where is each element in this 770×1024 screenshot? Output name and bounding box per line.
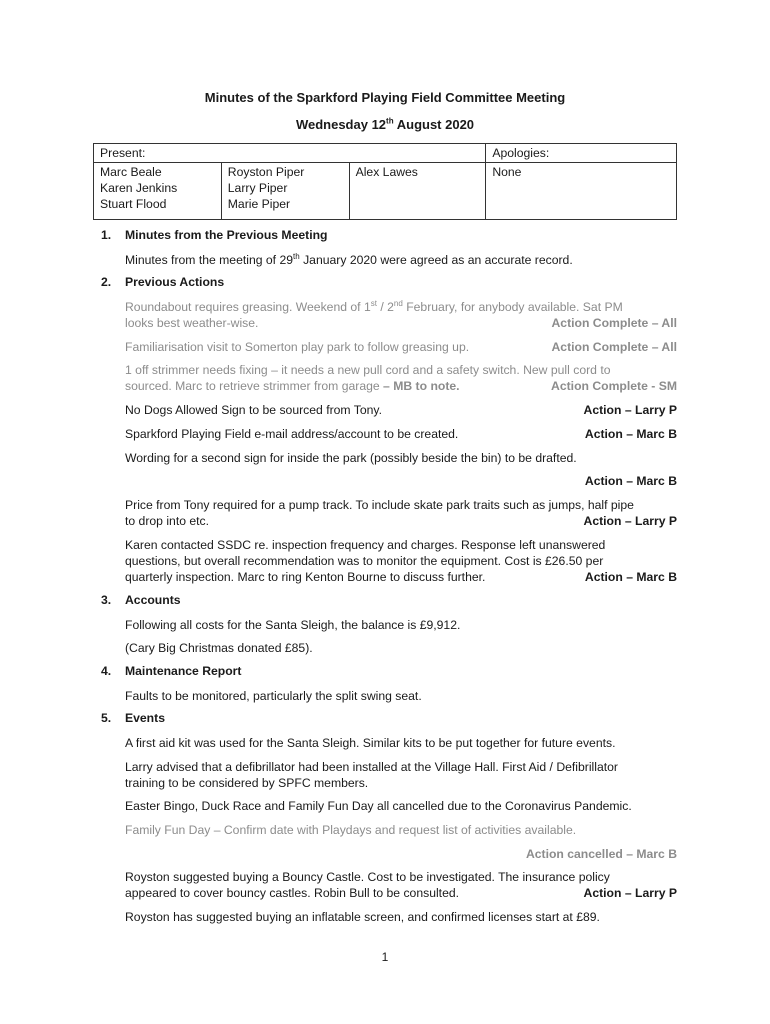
present-column-1: [94, 163, 222, 220]
accounts-balance: Following all costs for the Santa Sleigh, the balance is £9,912.: [125, 618, 461, 632]
action-status: Action cancelled – Marc B: [525, 847, 677, 861]
section-heading-5: [101, 711, 165, 725]
action-status: Action Complete – All: [551, 316, 677, 330]
action-line: Karen contacted SSDC re. inspection frequency and charges. Response left unanswered: [125, 538, 606, 552]
action-line: [125, 513, 677, 529]
event-line: [125, 885, 677, 901]
action-status: Action – Larry P: [583, 514, 677, 528]
text-span: Sparkford Playing Field e-mail address/account to be created.: [125, 427, 459, 441]
action-line: questions, but overall recommendation was to monitor the equipment. Cost is £26.50 per: [125, 554, 604, 568]
section-number: 1.: [101, 228, 112, 242]
action-status: Action – Larry P: [583, 403, 677, 417]
date-text-rest: August 2020: [393, 117, 475, 132]
section-title: Minutes from the Previous Meeting: [125, 228, 328, 242]
action-item-inspection: [125, 537, 677, 585]
action-status: Action – Marc B: [584, 427, 677, 441]
event-line: training to be considered by SPFC members.: [125, 776, 369, 790]
action-line: 1 off strimmer needs fixing – it needs a new pull cord and a safety switch. New pull cord to: [125, 363, 611, 377]
section-number: 5.: [101, 711, 112, 725]
text-span: quarterly inspection. Marc to ring Kenton Bourne to discuss further.: [125, 570, 486, 584]
present-label: Present:: [94, 144, 486, 163]
text-span: Familiarisation visit to Somerton play park to follow greasing up.: [125, 340, 470, 354]
text-span: February, for anybody available. Sat PM: [402, 300, 623, 314]
section-number: 3.: [101, 593, 112, 607]
ordinal: th: [293, 251, 300, 261]
text-span: appeared to cover bouncy castles. Robin Bull to be consulted.: [125, 886, 460, 900]
document-title: Minutes of the Sparkford Playing Field Committee Meeting: [204, 90, 566, 105]
text-span: – MB to note.: [383, 379, 460, 393]
action-item-dogs-sign: [125, 402, 677, 418]
present-column-2: [221, 163, 349, 220]
section-heading-3: [101, 593, 181, 607]
text-span: / 2: [376, 300, 394, 314]
present-column-3: [349, 163, 486, 220]
section-number: 4.: [101, 664, 112, 678]
date-text: Wednesday 12: [295, 117, 387, 132]
meeting-date: [0, 117, 770, 132]
attendee-name: Karen Jenkins: [100, 181, 178, 195]
ordinal: st: [370, 298, 377, 308]
attendee-name: Stuart Flood: [100, 197, 167, 211]
section-heading-2: [101, 275, 224, 289]
date-ordinal: th: [386, 116, 394, 126]
section-title: Maintenance Report: [125, 664, 242, 678]
action-item-email: [125, 426, 677, 442]
action-item-second-sign: Wording for a second sign for inside the park (possibly beside the bin) to be drafted.: [125, 451, 577, 465]
attendee-name: Larry Piper: [227, 181, 288, 195]
action-line: [125, 569, 677, 585]
event-bouncy-castle: [125, 869, 677, 901]
attendee-name: Alex Lawes: [355, 165, 418, 179]
text-span: Minutes from the meeting of 29: [125, 253, 294, 267]
event-line: Larry advised that a defibrillator had been installed at the Village Hall. First Aid / Defibrillator: [125, 760, 618, 774]
event-defibrillator: [125, 759, 677, 791]
section-title: Events: [125, 711, 165, 725]
maintenance-note: Faults to be monitored, particularly the split swing seat.: [125, 689, 422, 703]
apology-name: None: [492, 165, 522, 179]
text-span: to drop into etc.: [125, 514, 210, 528]
attendance-table: [93, 143, 677, 220]
action-item-strimmer: [125, 362, 677, 394]
text-span: No Dogs Allowed Sign to be sourced from Tony.: [125, 403, 382, 417]
section-heading-4: [101, 664, 241, 678]
page-number: 1: [381, 950, 389, 964]
section-heading-1: [101, 228, 327, 242]
attendee-name: Marc Beale: [100, 165, 162, 179]
text-span: Roundabout requires greasing. Weekend of 1: [125, 300, 371, 314]
attendee-name: Royston Piper: [227, 165, 305, 179]
section-title: Previous Actions: [125, 275, 225, 289]
action-line: [125, 315, 677, 331]
apologies-label: Apologies:: [486, 144, 677, 163]
text-span: January 2020 were agreed as an accurate record.: [299, 253, 573, 267]
action-line: [125, 378, 677, 394]
accounts-donation: (Cary Big Christmas donated £85).: [125, 641, 313, 655]
event-inflatable-screen: Royston has suggested buying an inflatable screen, and confirmed licenses start at £89.: [125, 910, 600, 924]
action-item-pump-track: [125, 497, 677, 529]
action-status: Action – Larry P: [583, 886, 677, 900]
action-line: [125, 299, 677, 315]
action-status: Action – Marc B: [584, 474, 677, 488]
action-status: Action Complete – All: [551, 340, 677, 354]
action-status: Action Complete - SM: [551, 379, 677, 393]
action-line: Price from Tony required for a pump track. To include skate park traits such as jumps, half pipe: [125, 498, 634, 512]
event-fun-day: Family Fun Day – Confirm date with Playdays and request list of activities available.: [125, 823, 577, 837]
text-span: sourced. Marc to retrieve strimmer from garage: [125, 379, 384, 393]
section-number: 2.: [101, 275, 112, 289]
action-status: Action – Marc B: [584, 570, 677, 584]
apologies-column: [486, 163, 677, 220]
text-span: looks best weather-wise.: [125, 316, 259, 330]
event-line: Royston suggested buying a Bouncy Castle. Cost to be investigated. The insurance policy: [125, 870, 610, 884]
attendee-name: Marie Piper: [227, 197, 291, 211]
event-cancellations: Easter Bingo, Duck Race and Family Fun Day all cancelled due to the Coronavirus Pandemic.: [125, 799, 632, 813]
event-first-aid: A first aid kit was used for the Santa Sleigh. Similar kits to be put together for future events.: [125, 736, 616, 750]
ordinal: nd: [393, 298, 403, 308]
previous-minutes-text: [125, 252, 677, 268]
action-item-familiarisation: [125, 339, 677, 355]
action-item-roundabout: [125, 299, 677, 331]
section-title: Accounts: [125, 593, 181, 607]
